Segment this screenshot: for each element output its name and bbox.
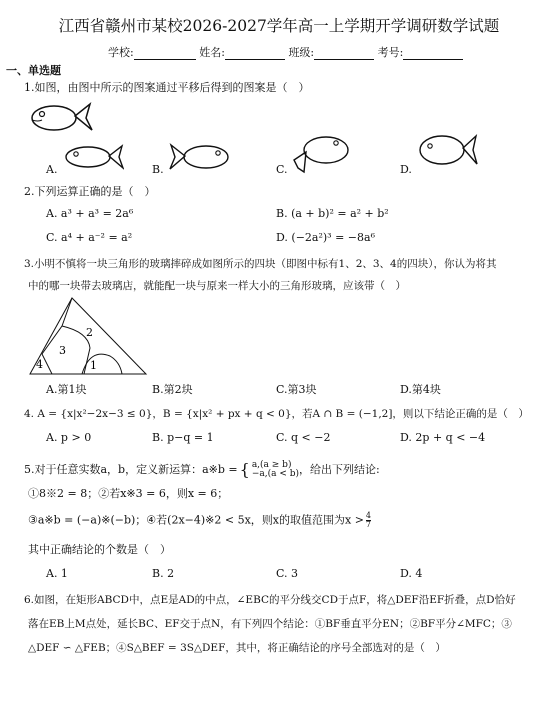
q2-option-b[interactable]: B. (a + b)² = a² + b² xyxy=(276,207,389,220)
question-6-line3: △DEF ∽ △FEB；④S△BEF = 3S△DEF，其中，将正确结论的序号全部选对的是（ ） xyxy=(28,642,446,654)
q5-case-1: a,(a ≥ b) xyxy=(251,460,292,470)
q5-option-d[interactable]: D. 4 xyxy=(400,567,423,580)
question-5-stem xyxy=(24,461,380,479)
question-3-line1: 3.小明不慎将一块三角形的玻璃摔碎成如图所示的四块（即图中标有1、2、3、4的四块），你认为将其 xyxy=(24,258,497,270)
broken-glass-triangle-figure xyxy=(28,296,148,376)
q5-option-a[interactable]: A. 1 xyxy=(46,567,68,580)
q4-option-b[interactable]: B. p−q = 1 xyxy=(152,431,214,444)
q1-option-a-fish xyxy=(62,142,124,172)
reference-fish-figure xyxy=(28,98,94,136)
question-1-stem: 1.如图，由图中所示的图案通过平移后得到的图案是（ ） xyxy=(24,81,310,94)
q5-frac-den: 7 xyxy=(365,520,372,529)
name-label: 姓名: xyxy=(199,46,225,59)
question-5-line3 xyxy=(28,512,371,529)
fig-label-2: 2 xyxy=(86,326,93,339)
school-blank[interactable] xyxy=(134,48,196,60)
q4-option-c[interactable]: C. q < −2 xyxy=(276,431,331,444)
question-3-line2: 中的哪一块带去玻璃店，就能配一块与原来一样大小的三角形玻璃，应该带（ ） xyxy=(28,280,406,292)
class-label: 班级: xyxy=(288,46,315,59)
q5-option-c[interactable]: C. 3 xyxy=(276,567,299,580)
q2-option-c[interactable]: C. a⁴ + a⁻² = a² xyxy=(46,231,133,244)
q5-option-b[interactable]: B. 2 xyxy=(152,567,175,580)
brace-icon: { xyxy=(239,460,250,479)
number-blank[interactable] xyxy=(403,48,463,60)
q1-option-b-fish xyxy=(168,140,232,174)
question-5-line2: ①8※2 = 8；②若x※3 = 6，则x = 6； xyxy=(28,487,229,500)
q4-option-d[interactable]: D. 2p + q < −4 xyxy=(400,431,486,444)
number-label: 考号: xyxy=(377,46,404,59)
q5-stem-pre: 5.对于任意实数a，b，定义新运算：a※b = xyxy=(24,463,238,476)
page-title: 江西省赣州市某校2026-2027学年高一上学期开学调研数学试题 xyxy=(58,17,500,35)
q5-stem-post: ，给出下列结论: xyxy=(299,463,380,476)
q3-option-d[interactable]: D.第4块 xyxy=(400,383,441,396)
q1-option-c-fish xyxy=(290,130,354,174)
q5-frac-num: 4 xyxy=(365,511,372,520)
student-info-row xyxy=(108,44,463,60)
question-6-line1: 6.如图，在矩形ABCD中，点E是AD的中点，∠EBC的平分线交CD于点F，将△DEF沿EF折叠，点D恰好 xyxy=(24,594,516,606)
fig-label-3: 3 xyxy=(59,344,66,357)
section-heading: 一、单选题 xyxy=(6,64,61,77)
question-5-line4: 其中正确结论的个数是（ ） xyxy=(28,543,171,556)
name-blank[interactable] xyxy=(225,48,285,60)
q3-option-b[interactable]: B.第2块 xyxy=(152,383,193,396)
q3-option-c[interactable]: C.第3块 xyxy=(276,383,317,396)
school-label: 学校: xyxy=(108,46,134,59)
q2-option-d[interactable]: D. (−2a²)³ = −8a⁶ xyxy=(276,231,375,244)
q1-option-d-fish xyxy=(416,130,478,170)
q3-option-a[interactable]: A.第1块 xyxy=(46,383,87,396)
q1-option-a-label[interactable]: A. xyxy=(46,163,58,176)
question-2-stem: 2.下列运算正确的是（ ） xyxy=(24,185,156,198)
question-6-line2: 落在EB上M点处，延长BC、EF交于点N，有下列四个结论：①BF垂直平分EN；②BF平分∠MFC；③ xyxy=(28,618,512,630)
fig-label-1: 1 xyxy=(90,359,97,372)
q4-option-a[interactable]: A. p > 0 xyxy=(46,431,92,444)
q5-line3-text: ③a※b = (−a)※(−b)；④若(2x−4)※2 < 5x，则x的取值范围为x > xyxy=(28,513,364,527)
q2-option-a[interactable]: A. a³ + a³ = 2a⁶ xyxy=(46,207,134,220)
q1-option-d-label[interactable]: D. xyxy=(400,163,412,176)
question-4-stem: 4. A = {x|x²−2x−3 ≤ 0}，B = {x|x² + px + q < 0}，若A ∩ B = (−1,2]，则以下结论正确的是（ ） xyxy=(24,408,529,420)
class-blank[interactable] xyxy=(314,48,374,60)
q1-option-b-label[interactable]: B. xyxy=(152,163,164,176)
q1-option-c-label[interactable]: C. xyxy=(276,163,288,176)
fig-label-4: 4 xyxy=(36,358,43,371)
q5-case-2: −a,(a < b) xyxy=(251,469,299,479)
